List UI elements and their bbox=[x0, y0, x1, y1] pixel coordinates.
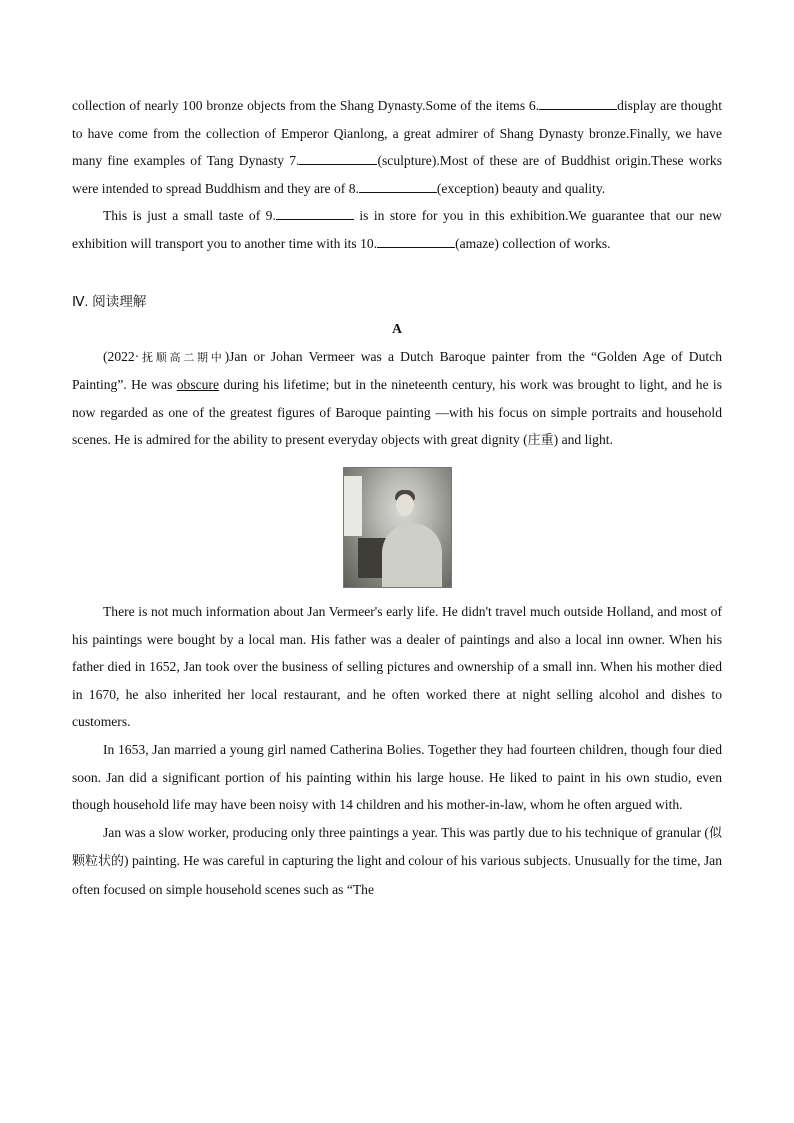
window-light bbox=[344, 476, 362, 536]
passage-paragraph-4 bbox=[72, 819, 722, 904]
source-label: 抚顺高二期中 bbox=[139, 350, 225, 364]
dress-shape bbox=[382, 523, 442, 587]
passage-paragraph-2: There is not much information about Jan Vermeer's early life. He didn't travel much outside Holland, and most of his paintings were bought by a local man. His father was a dealer of paintings and also a local inn owner. When his father died in 1652, Jan took over the business of selling pictures and ownership of a small inn. When his mother died in 1670, he also inherited her local restaurant, and he often worked there at night selling alcohol and dishes to customers. bbox=[72, 603, 722, 730]
cloze-text: (exception) beauty and quality. bbox=[436, 180, 606, 196]
chinese-gloss: 似颗粒状的 bbox=[72, 825, 722, 870]
answer-blank-8[interactable] bbox=[359, 180, 437, 193]
cloze-text: is in store for you in this exhibition.We guarantee that our new exhibition will transport you to another time with its 10. bbox=[72, 208, 722, 251]
passage-paragraph-3: In 1653, Jan married a young girl named Catherina Bolies. Together they had fourteen children, though four died soon. Jan did a significant portion of his painting within his large house. He liked to paint in his own studio, even though household life may have been noisy with 14 children and his mother-in-law, whom he often argued with. bbox=[72, 741, 722, 813]
passage-text: ) and light. bbox=[553, 432, 613, 448]
answer-blank-7[interactable] bbox=[299, 152, 377, 165]
passage-paragraph-1 bbox=[72, 343, 722, 455]
underlined-word: obscure bbox=[176, 377, 219, 393]
cloze-text: (amaze) collection of works. bbox=[455, 235, 611, 251]
passage-text: Jan was a slow worker, producing only three paintings a year. This was partly due to his technique of granular ( bbox=[103, 824, 709, 840]
source-close: ) bbox=[224, 348, 230, 364]
cloze-text: This is just a small taste of 9. bbox=[103, 208, 276, 224]
passage-text: Jan or Johan Vermeer was a Dutch Baroque painter from the “Golden Age of Dutch Painting”. He was bbox=[72, 348, 722, 393]
chinese-gloss: 庄重 bbox=[527, 433, 554, 449]
answer-blank-9[interactable] bbox=[276, 207, 354, 220]
passage-text: during his lifetime; but in the nineteenth century, his work was brought to light, and he is now regarded as one of the greatest figures of Baroque painting —with his focus on simple portraits and household scenes. He is admired for the ability to present everyday objects with great dignity ( bbox=[72, 377, 723, 448]
cloze-paragraph-2 bbox=[72, 202, 722, 257]
source-open: (2022· bbox=[103, 348, 140, 364]
cloze-text: collection of nearly 100 bronze objects from the Shang Dynasty.Some of the items 6. bbox=[72, 98, 540, 113]
page-content bbox=[72, 92, 722, 903]
cloze-paragraph-1 bbox=[72, 92, 722, 202]
section-heading: Ⅳ. 阅读理解 bbox=[72, 293, 147, 309]
cloze-text: (sculpture).Most of these are of Buddhist origin.These works were intended to spread Buddhism and they are of 8. bbox=[72, 153, 722, 196]
cloze-text: display are thought to have come from the collection of Emperor Qianlong, a great admirer of Shang Dynasty bronze.Finally, we have many fine examples of Tang Dynasty 7. bbox=[72, 98, 723, 169]
portrait-painting-image bbox=[343, 467, 452, 588]
head-shape bbox=[396, 494, 414, 516]
answer-blank-6[interactable] bbox=[539, 97, 617, 110]
passage-text: ) painting. He was careful in capturing the light and colour of his various subjects. Unusually for the time, Jan often focused on simple household scenes such as “The bbox=[72, 853, 722, 897]
passage-title: A bbox=[392, 320, 402, 336]
answer-blank-10[interactable] bbox=[377, 235, 455, 248]
